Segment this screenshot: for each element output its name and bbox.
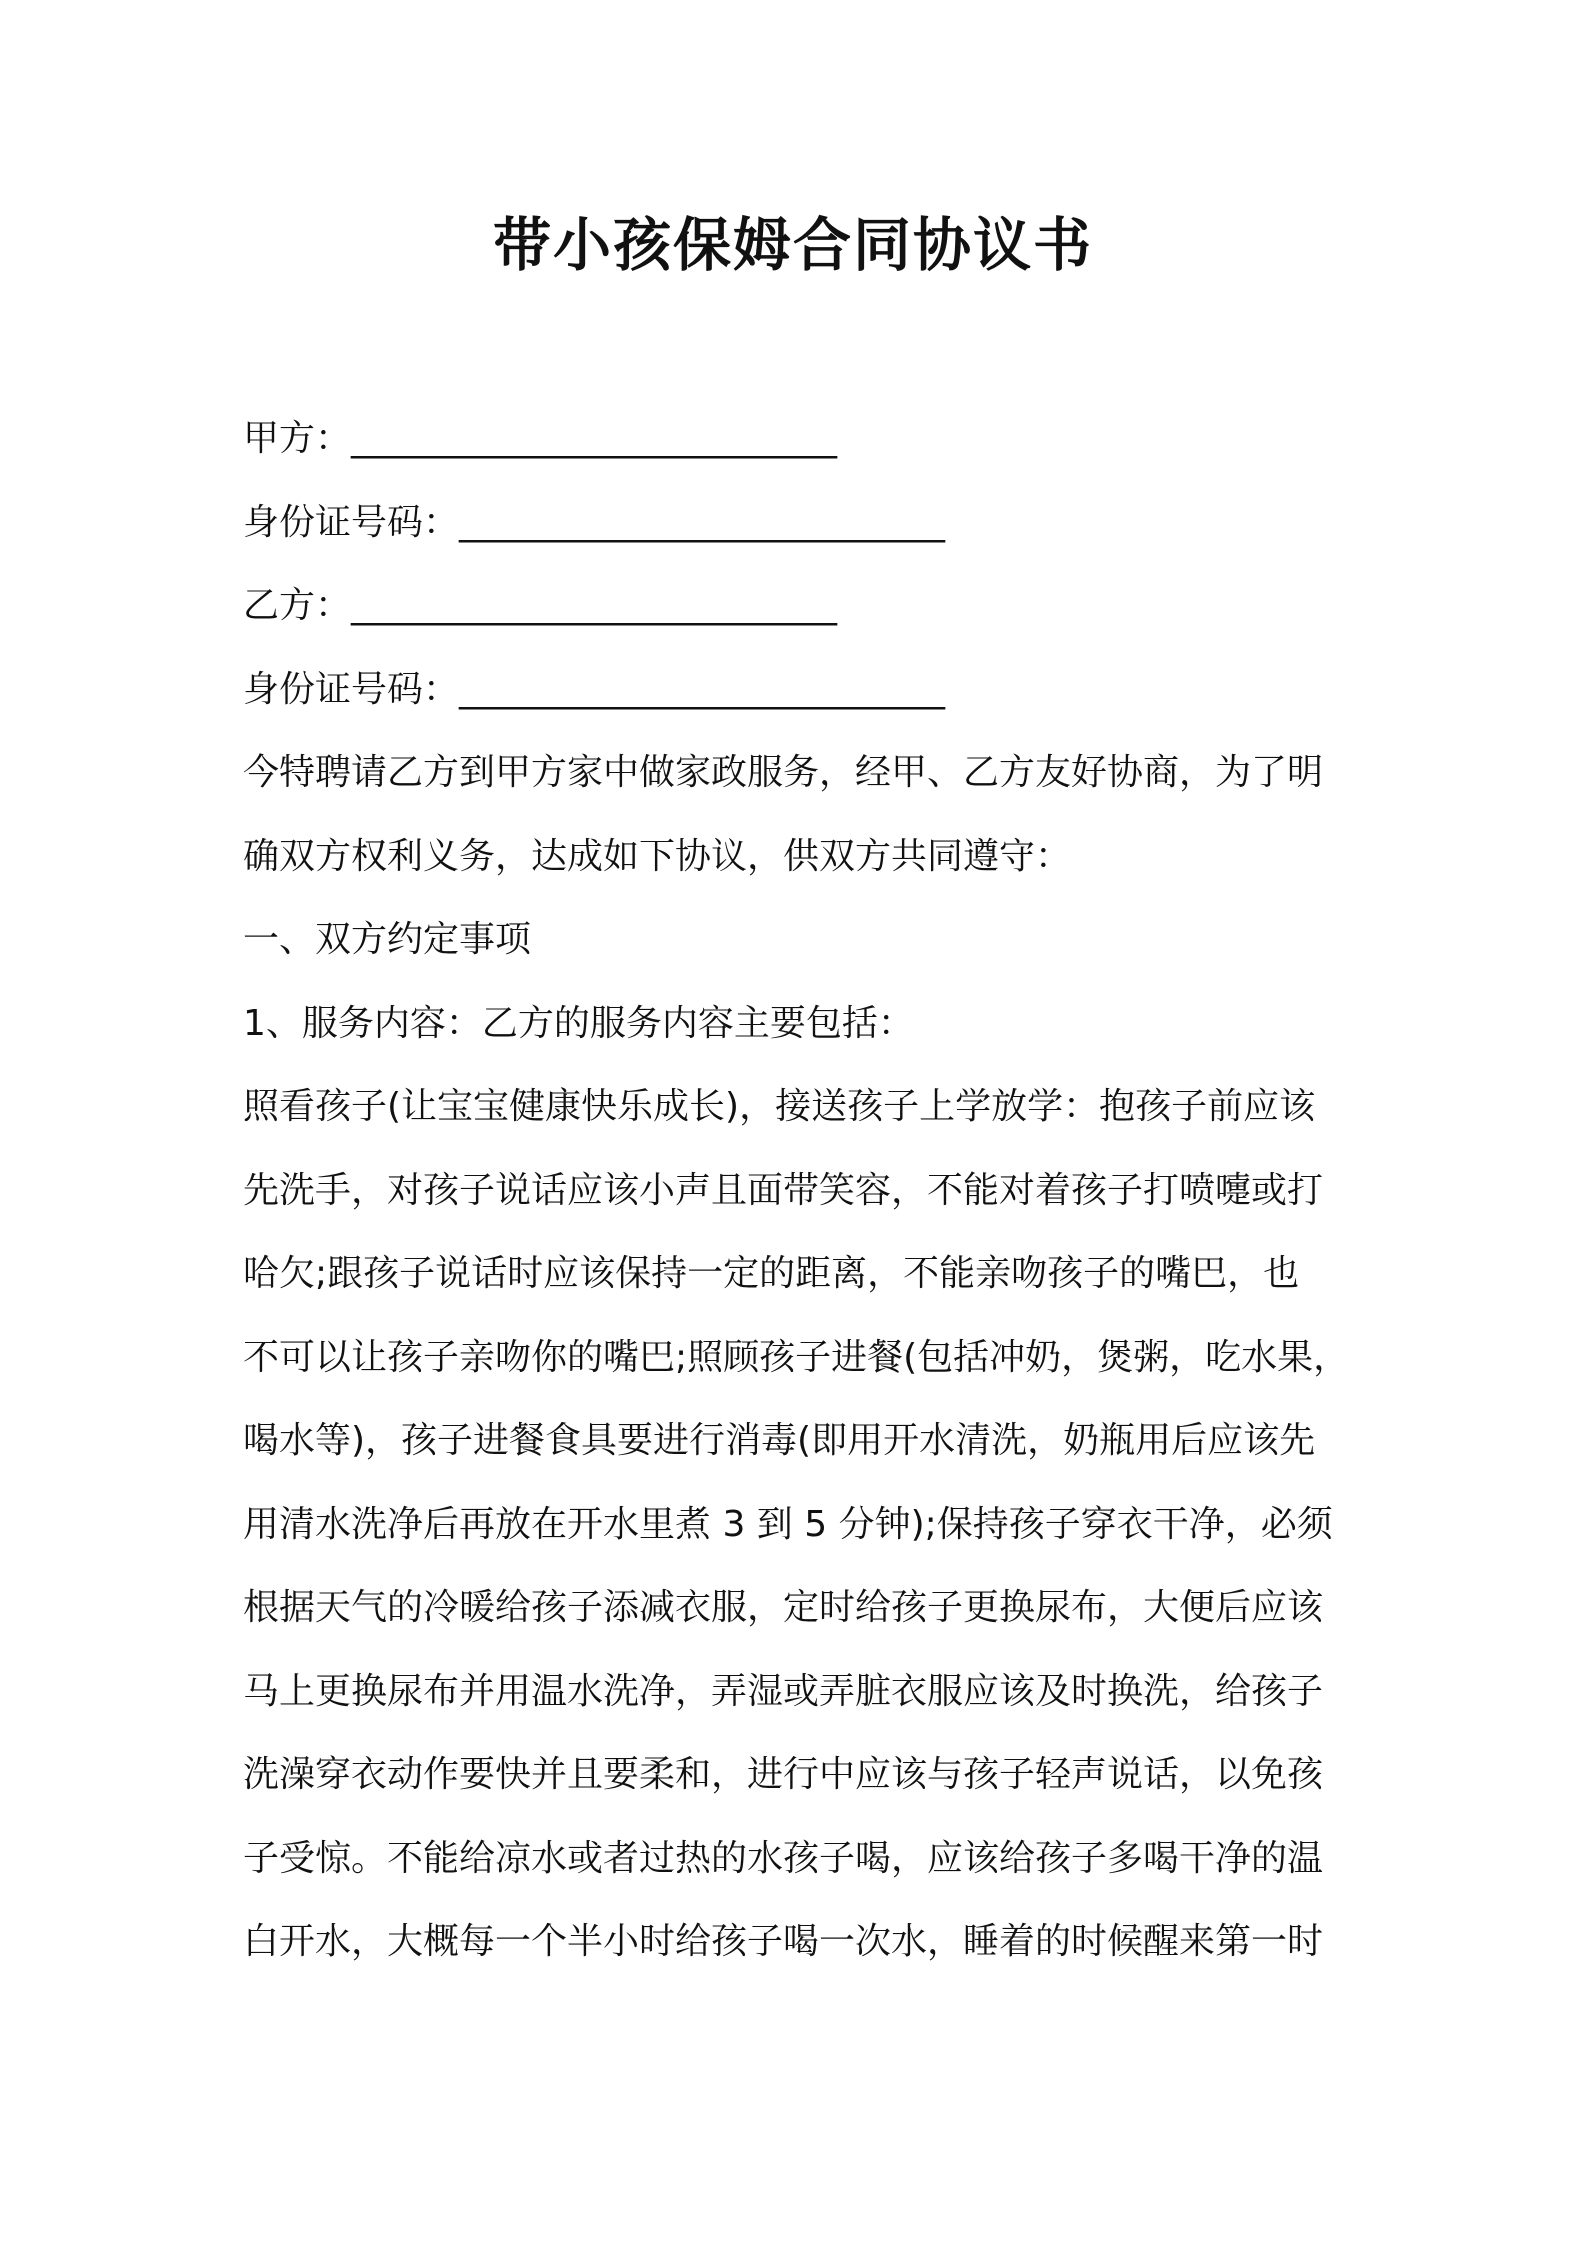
intro-paragraph: [243, 731, 1363, 898]
party-b-id-field: 身份证号码：___________________________: [243, 668, 946, 710]
clause-paragraph: [243, 1065, 1363, 1984]
clause-line: 哈欠;跟孩子说话时应该保持一定的距离，不能亲吻孩子的嘴巴，也: [243, 1253, 1300, 1294]
clause-line: 照看孩子(让宝宝健康快乐成长)，接送孩子上学放学：抱孩子前应该: [243, 1086, 1316, 1127]
clause-line: 白开水，大概每一个半小时给孩子喝一次水，睡着的时候醒来第一时: [243, 1921, 1324, 1962]
clause-line: 不可以让孩子亲吻你的嘴巴;照顾孩子进餐(包括冲奶，煲粥，吃水果，: [243, 1336, 1350, 1378]
clause-line: 喝水等)，孩子进餐食具要进行消毒(即用开水清洗，奶瓶用后应该先: [243, 1420, 1316, 1461]
clause-line: 子受惊。不能给凉水或者过热的水孩子喝，应该给孩子多喝干净的温: [243, 1837, 1324, 1879]
party-b-field: 乙方：___________________________: [243, 585, 838, 626]
clause-line: 马上更换尿布并用温水洗净，弄湿或弄脏衣服应该及时换洗，给孩子: [243, 1670, 1324, 1712]
party-a-id-field: 身份证号码：___________________________: [243, 501, 946, 543]
clause-line: 先洗手，对孩子说话应该小声且面带笑容，不能对着孩子打喷嚏或打: [243, 1169, 1324, 1211]
document-body: [243, 397, 1363, 1984]
intro-line: 确双方权利义务，达成如下协议，供双方共同遵守：: [243, 835, 1072, 877]
clause-heading: 1、服务内容：乙方的服务内容主要包括：: [243, 1002, 914, 1044]
party-a-field: 甲方：___________________________: [243, 418, 838, 459]
clause-line: 根据天气的冷暖给孩子添减衣服，定时给孩子更换尿布，大便后应该: [243, 1587, 1324, 1628]
clause-line: 用清水洗净后再放在开水里煮 3 到 5 分钟);保持孩子穿衣干净，必须: [243, 1503, 1333, 1545]
intro-line: 今特聘请乙方到甲方家中做家政服务，经甲、乙方友好协商，为了明: [243, 752, 1324, 793]
document-title: 带小孩保姆合同协议书: [492, 211, 1093, 279]
section-heading: 一、双方约定事项: [243, 919, 532, 960]
clause-line: 洗澡穿衣动作要快并且要柔和，进行中应该与孩子轻声说话，以免孩: [243, 1754, 1324, 1795]
